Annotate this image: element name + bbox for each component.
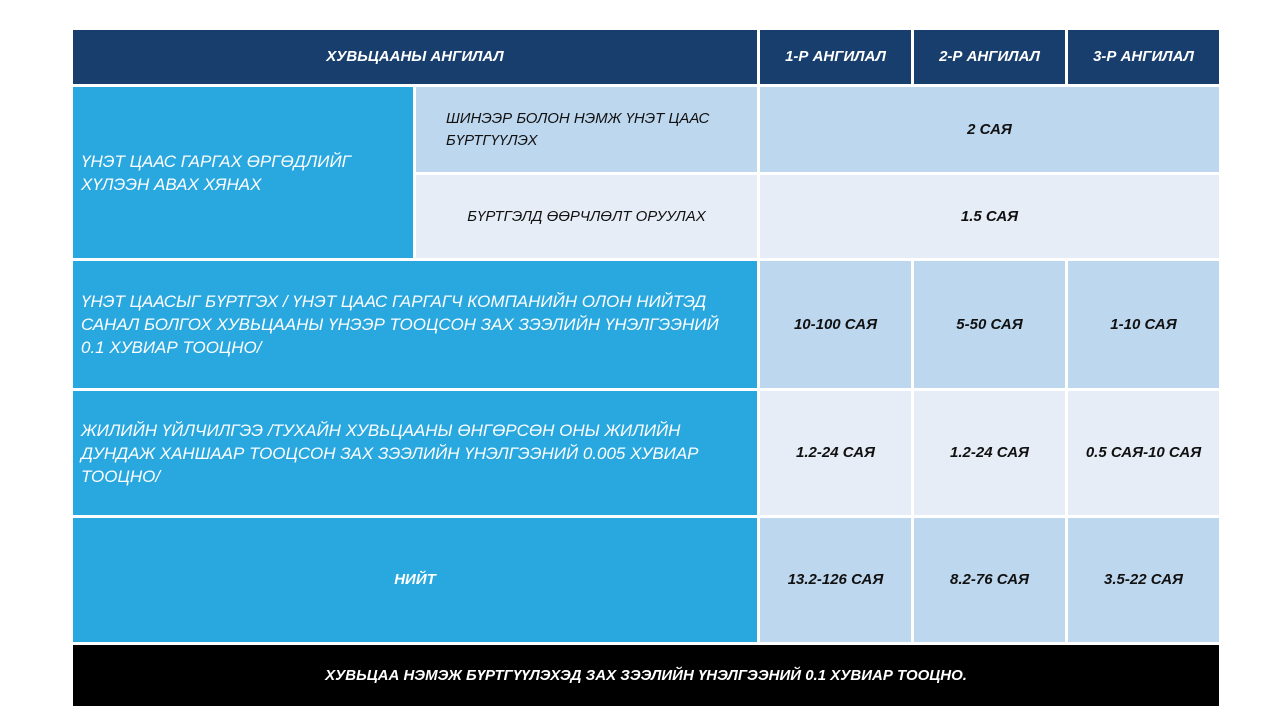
annual-class-2: 1.2-24 САЯ <box>914 391 1065 515</box>
new-registration-value: 2 САЯ <box>760 87 1219 172</box>
registration-class-2: 5-50 САЯ <box>914 261 1065 388</box>
header-class-3: 3-Р АНГИЛАЛ <box>1068 30 1219 84</box>
annual-service-label: ЖИЛИЙН ҮЙЛЧИЛГЭЭ /ТУХАЙН ХУВЬЦААНЫ ӨНГӨРСӨН ОНЫ ЖИЛИЙН ДУНДАЖ ХАНШААР ТООЦСОН ЗАХ ЗЭЭЛИЙН ҮНЭЛГЭЭНИЙ 0.005 ХУВИАР ТООЦНО/ <box>73 391 757 515</box>
footer-note: ХУВЬЦАА НЭМЭЖ БҮРТГҮҮЛЭХЭД ЗАХ ЗЭЭЛИЙН ҮНЭЛГЭЭНИЙ 0.1 ХУВИАР ТООЦНО. <box>73 645 1219 706</box>
total-class-1: 13.2-126 САЯ <box>760 518 911 642</box>
fee-table <box>73 30 1213 700</box>
registration-class-3: 1-10 САЯ <box>1068 261 1219 388</box>
header-class-1: 1-Р АНГИЛАЛ <box>760 30 911 84</box>
registration-change-label: БҮРТГЭЛД ӨӨРЧЛӨЛТ ОРУУЛАХ <box>416 175 757 258</box>
registration-change-value: 1.5 САЯ <box>760 175 1219 258</box>
review-label: ҮНЭТ ЦААС ГАРГАХ ӨРГӨДЛИЙГ ХҮЛЭЭН АВАХ ХЯНАХ <box>73 87 413 258</box>
annual-class-3: 0.5 САЯ-10 САЯ <box>1068 391 1219 515</box>
annual-class-1: 1.2-24 САЯ <box>760 391 911 515</box>
total-class-3: 3.5-22 САЯ <box>1068 518 1219 642</box>
total-label: НИЙТ <box>73 518 757 642</box>
new-registration-label: ШИНЭЭР БОЛОН НЭМЖ ҮНЭТ ЦААС БҮРТГҮҮЛЭХ <box>416 87 757 172</box>
total-class-2: 8.2-76 САЯ <box>914 518 1065 642</box>
header-category: ХУВЬЦААНЫ АНГИЛАЛ <box>73 30 757 84</box>
registration-class-1: 10-100 САЯ <box>760 261 911 388</box>
header-class-2: 2-Р АНГИЛАЛ <box>914 30 1065 84</box>
registration-label: ҮНЭТ ЦААСЫГ БҮРТГЭХ / ҮНЭТ ЦААС ГАРГАГЧ КОМПАНИЙН ОЛОН НИЙТЭД САНАЛ БОЛГОХ ХУВЬЦААНЫ ҮНЭЭР ТООЦСОН ЗАХ ЗЭЭЛИЙН ҮНЭЛГЭЭНИЙ 0.1 ХУВИАР ТООЦНО/ <box>73 261 757 388</box>
